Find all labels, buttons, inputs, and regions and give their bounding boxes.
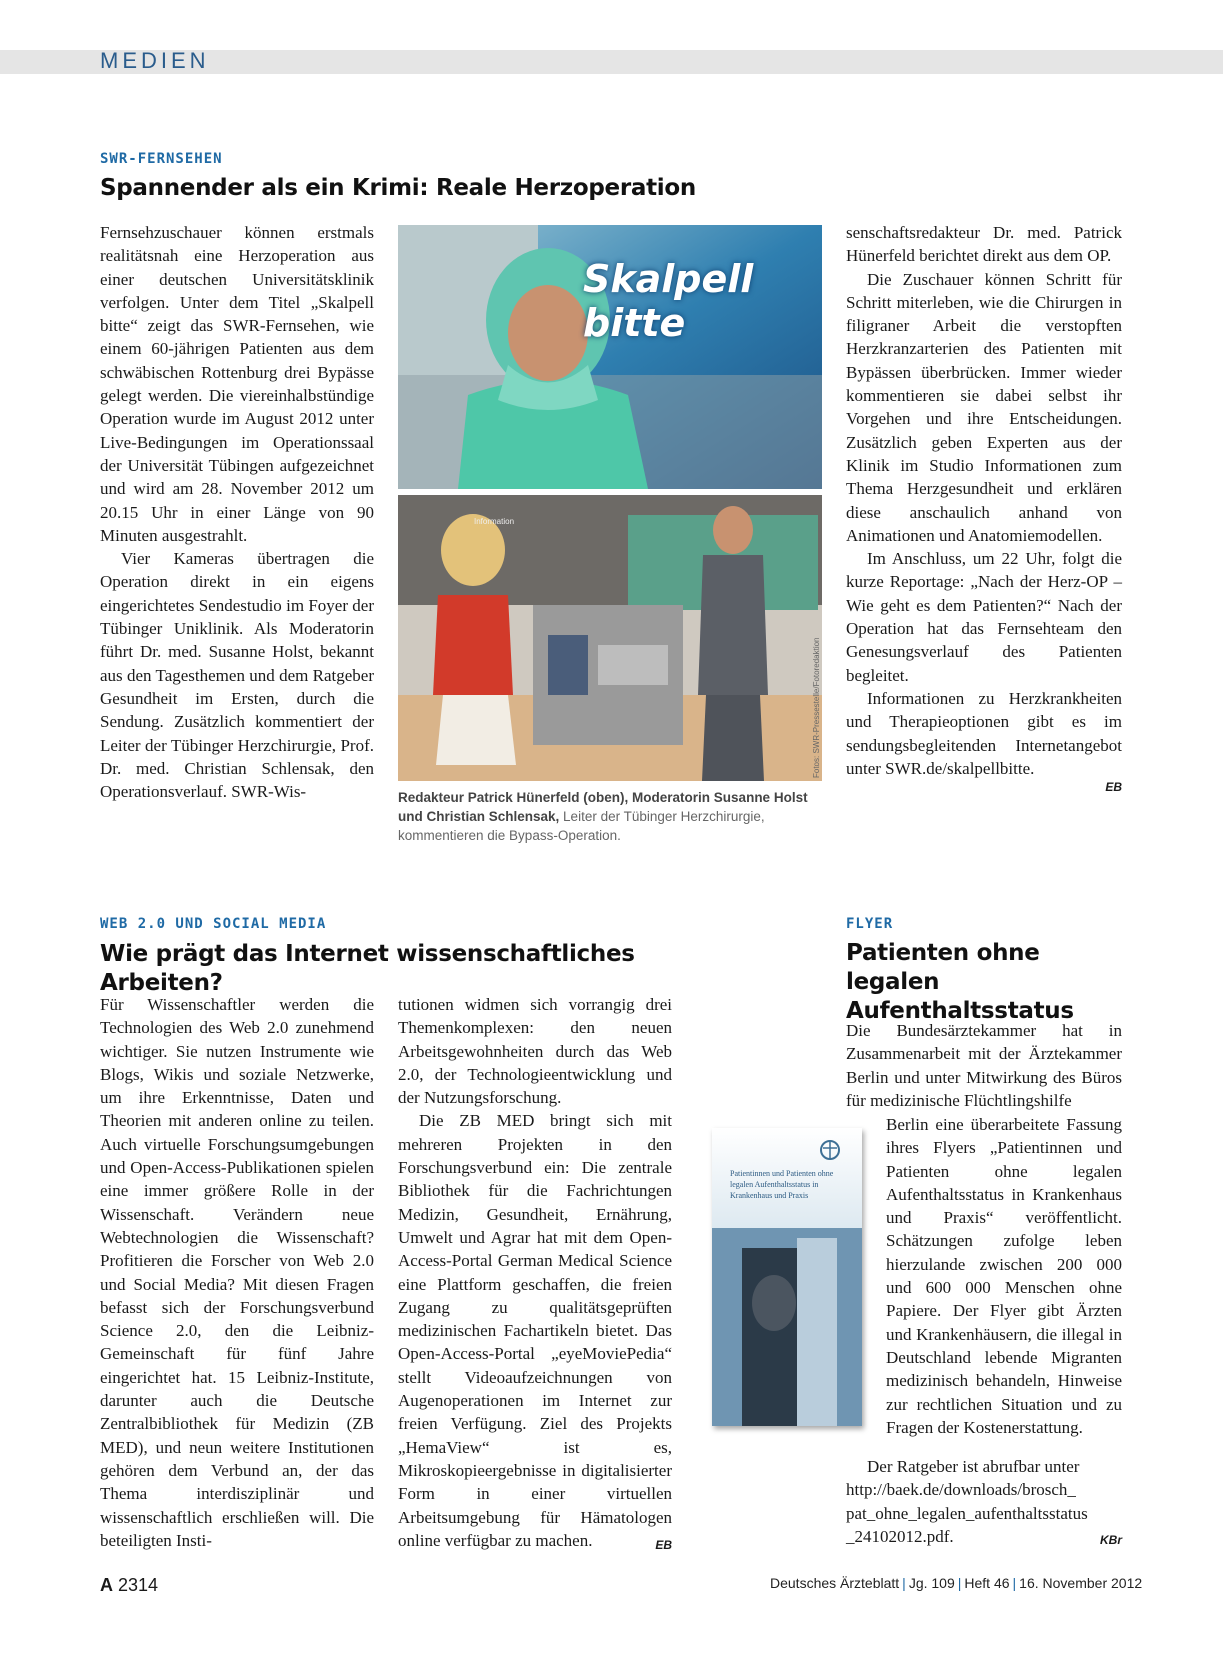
journal-date: 16. November 2012	[1019, 1575, 1143, 1591]
photo-caption	[398, 788, 818, 845]
photo-surgeon	[398, 225, 822, 489]
paragraph: senschaftsredakteur Dr. med. Patrick Hünerfeld berichtet direkt aus dem OP.	[846, 223, 1122, 266]
article2-headline: Wie prägt das Internet wissenschaftliches Arbeiten?	[100, 941, 635, 996]
flyer-title: Patientinnen und Patienten ohne legalen Aufenthaltsstatus in Krankenhaus und Praxis	[730, 1169, 834, 1200]
article2-signature: EB	[655, 1538, 672, 1553]
article1-column-1	[100, 221, 374, 803]
page-number	[100, 1575, 158, 1596]
journal-issue: Heft 46	[964, 1575, 1010, 1591]
journal-volume: Jg. 109	[908, 1575, 955, 1591]
article2-kicker: WEB 2.0 UND SOCIAL MEDIA	[100, 916, 327, 932]
article3-wrap-text	[886, 1113, 1122, 1439]
article3-outro	[846, 1455, 1122, 1552]
journal-name: Deutsches Ärzteblatt	[770, 1575, 900, 1591]
show-title-overlay: Skalpell bitte	[583, 257, 754, 345]
photo-credit: Fotos: SWR-Pressestelle/Fotoredaktion	[812, 637, 821, 778]
paragraph: Die ZB MED bringt sich mit mehreren Projekten in den Forschungsverbund ein: Die zentrale Bibliothek für die Fachrichtungen Medizin, Gesundheit, Ernährung, Umwelt und Agrar hat mit dem Open-Access-Portal German Medical Science eine Plattform geschaffen, die freien Zugang zu qualitätsgeprüften medizinischen Fachartikeln bietet. Das Open-Access-Portal „eyeMoviePedia“ stellt Videoaufzeichnungen von Augenoperationen im Internet zur freien Verfügung. Ziel des Projekts „HemaView“ ist es, Mikroskopieergebnisse in digitalisierter Form in einer virtuellen Arbeitsumgebung für Hämatologen online verfügbar zu machen.	[398, 1111, 672, 1550]
paragraph: Berlin eine überarbeitete Fassung ihres Flyers „Patientinnen und Patienten ohne legalen Aufenthaltsstatus in Krankenhaus und Praxis“ veröffentlicht. Schätzungen zufolge leben hierzulande zwischen 200 000 und 600 000 Menschen ohne Papiere. Der Flyer gibt Ärzten und Krankenhäusern, die illegal in Deutschland lebende Migranten medizinisch behandeln, Hinweise zur rechtlichen Situation und zu Fragen der Kostenerstattung.	[886, 1115, 1122, 1437]
journal-info: Deutsches Ärzteblatt | Jg. 109 | Heft 46 | 16. November 2012	[770, 1575, 1143, 1591]
article3-headline: Patienten ohne legalen Aufenthaltsstatus	[846, 940, 1074, 1024]
paragraph: Informationen zu Herzkrankheiten und Therapieoptionen gibt es im sendungsbegleitenden Internetangebot unter SWR.de/skalpellbitte.	[846, 688, 1122, 778]
url-line: http://baek.de/downloads/brosch_	[846, 1480, 1076, 1500]
page-prefix: A	[100, 1575, 113, 1595]
url-line-end: _24102012.pdf.	[846, 1526, 954, 1546]
page-number-value: 2314	[118, 1575, 159, 1595]
caption-text: Leiter der Tübinger Herzchirurgie, kommentieren die Bypass-Operation.	[398, 809, 765, 843]
article3-signature: KBr	[1099, 1532, 1122, 1547]
article3-intro	[846, 1019, 1122, 1112]
section-label: MEDIEN	[100, 48, 210, 73]
url-line: pat_ohne_legalen_aufenthaltsstatus	[846, 1503, 1088, 1523]
paragraph: Vier Kameras übertragen die Operation direkt in ein eigens eingerichtetes Sendestudio im Foyer der Tübinger Uniklinik. Als Moderatorin führt Dr. med. Susanne Holst, bekannt aus den Tagesthemen und dem Ratgeber Gesundheit im Ersten, durch die Sendung. Zusätzlich kommentiert der Leiter der Tübinger Herzchirurgie, Prof. Dr. med. Christian Schlensak, den Operationsverlauf. SWR-Wis-	[100, 549, 374, 802]
photo-studio	[398, 495, 822, 781]
article1-signature: EB	[1105, 780, 1122, 795]
paragraph: Der Ratgeber ist abrufbar unter	[867, 1457, 1080, 1476]
article1-headline: Spannender als ein Krimi: Reale Herzoperation	[100, 175, 696, 201]
studio-illustration	[398, 495, 822, 781]
paragraph: Für Wissenschaftler werden die Technologien des Web 2.0 zunehmend wichtiger. Sie nutzen Instrumente wie Blogs, Wikis und soziale Netzwerke, um ihre Erkenntnisse, Daten und Theorien mit anderen online zu teilen. Auch virtuelle Forschungsumgebungen und Open-Access-Publikationen spielen eine immer größere Rolle in der Wissenschaft. Verändern neue Webtechnologien die Wissenschaft? Profitieren die Forscher von Web 2.0 und Social Media? Mit diesen Fragen befasst sich der Forschungsverbund Science 2.0, den die Leibniz-Gemeinschaft für fünf Jahre eingerichtet hat. 15 Leibniz-Institute, darunter auch die Deutsche Zentralbibliothek für Medizin (ZB MED), und neun weitere Institutionen gehören dem Verbund an, der das Thema interdisziplinär und wissenschaftlich erschließen will. Die beteiligten Insti-	[100, 995, 374, 1550]
paragraph: Fernsehzuschauer können erstmals realitätsnah eine Herzoperation aus einer deutschen Universitätsklinik verfolgen. Unter dem Titel „Skalpell bitte“ zeigt das SWR-Fernsehen, wie einem 60-jährigen Patienten aus dem schwäbischen Rottenburg drei Bypässe gelegt werden. Die viereinhalbstündige Operation wurde im August 2012 unter Live-Bedingungen im Operationssaal der Universität Tübingen aufgezeichnet und wird am 28. November 2012 um 20.15 Uhr in einer Länge von 90 Minuten ausgestrahlt.	[100, 223, 374, 545]
caption-bold: Redakteur Patrick Hünerfeld (oben), Moderatorin Susanne Holst und Christian Schlensak,	[398, 790, 808, 824]
article2-column-2	[398, 993, 672, 1557]
paragraph: Die Bundesärztekammer hat in Zusammenarbeit mit der Ärztekammer Berlin und unter Mitwirkung des Büros für medizinische Flüchtlingshilfe	[846, 1021, 1122, 1110]
paragraph: tutionen widmen sich vorrangig drei Themenkomplexen: den neuen Arbeitsgewohnheiten durch das Web 2.0, der Technologieentwicklung und der Nutzungsforschung.	[398, 995, 672, 1108]
url-line	[846, 1525, 1122, 1548]
paragraph: Im Anschluss, um 22 Uhr, folgt die kurze Reportage: „Nach der Herz-OP – Wie geht es dem Patienten?“ Nach der Operation hat das Fernsehteam den Genesungsverlauf des Patienten begleitet.	[846, 549, 1122, 685]
paragraph: Die Zuschauer können Schritt für Schritt miterleben, wie die Chirurgen in filigraner Arbeit die verstopften Herzkranzarterien des Patienten mit Bypässen überbrücken. Immer wieder kommentieren sie dabei selbst ihr Vorgehen und ihre Entscheidungen. Zusätzlich geben Experten aus der Klinik im Studio Informationen zum Thema Herzgesundheit und erklären diese anschaulich anhand von Animationen und Anatomiemodellen.	[846, 269, 1122, 545]
flyer-cover-image	[712, 1128, 862, 1426]
studio-sign: Information	[474, 517, 515, 526]
article3-kicker: FLYER	[846, 916, 894, 932]
article1-column-2	[846, 221, 1122, 799]
article2-column-1	[100, 993, 374, 1552]
article1-kicker: SWR-FERNSEHEN	[100, 151, 223, 167]
